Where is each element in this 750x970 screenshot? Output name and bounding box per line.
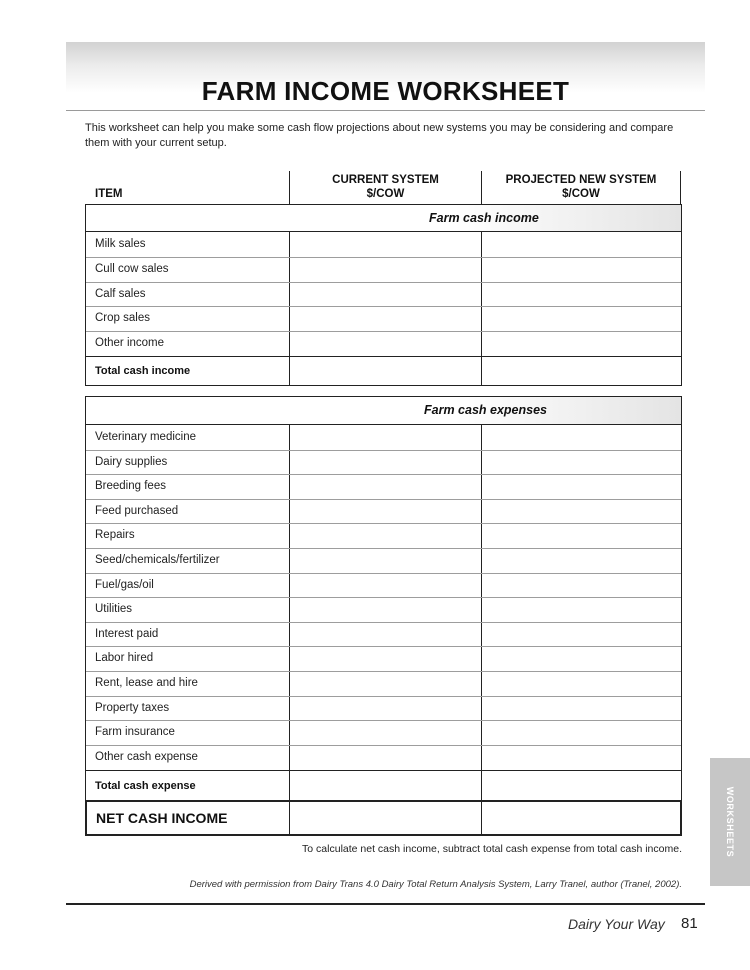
income-section-title: Farm cash income [429,211,539,225]
column-header-projected-unit: $/COW [562,188,600,200]
total-cash-income-label: Total cash income [95,365,191,377]
intro-text: This worksheet can help you make some cash flow projections about new systems you may be considering and compare them with your current setup. [85,122,674,149]
income-total-rule [86,356,681,357]
column-header-current-title: CURRENT SYSTEM [332,174,439,186]
credit-line: Derived with permission from Dairy Trans 4.0 Dairy Total Return Analysis System, Larry Tranel, author (Tranel, 2002). [189,879,682,890]
income-row-label: Cull cow sales [95,262,169,275]
expense-row-current-cell[interactable] [290,573,481,598]
expense-row-current-cell[interactable] [290,745,481,770]
income-row-projected-cell[interactable] [482,331,680,356]
income-row-projected-cell[interactable] [482,232,680,257]
income-row-current-cell[interactable] [290,257,481,282]
income-section-header [86,205,681,232]
expense-row-label: Dairy supplies [95,455,168,468]
expense-row-current-cell[interactable] [290,523,481,548]
expense-row-label: Feed purchased [95,504,179,517]
column-header-projected [482,173,680,201]
column-header-current-unit: $/COW [366,188,405,200]
income-row-projected-cell[interactable] [482,257,680,282]
expense-row-projected-cell[interactable] [482,622,680,647]
expense-row-current-cell[interactable] [290,425,481,450]
expense-row-label: Breeding fees [95,480,166,493]
income-row-current-cell[interactable] [290,232,481,257]
footer-rule [66,903,705,905]
expense-row-label: Labor hired [95,652,154,665]
expense-row-current-cell[interactable] [290,622,481,647]
expense-row-projected-cell[interactable] [482,474,680,499]
expense-row-current-cell[interactable] [290,720,481,745]
expense-row-label: Repairs [95,529,135,542]
expense-row-label: Farm insurance [95,726,175,739]
expense-row-label: Fuel/gas/oil [95,578,154,591]
income-row-label: Calf sales [95,287,146,300]
expense-row-projected-cell[interactable] [482,499,680,524]
expense-row-projected-cell[interactable] [482,450,680,475]
column-header-projected-title: PROJECTED NEW SYSTEM [505,174,657,186]
header-divider-3 [680,171,681,204]
income-row-label: Milk sales [95,238,146,250]
expense-row-current-cell[interactable] [290,474,481,499]
expense-row-projected-cell[interactable] [482,523,680,548]
income-row-label: Other income [95,337,165,350]
footer-publication: Dairy Your Way [568,916,665,932]
expense-row-label: Veterinary medicine [95,431,196,443]
column-header-current [290,173,481,201]
expense-row-label: Seed/chemicals/fertilizer [95,554,220,566]
expense-row-projected-cell[interactable] [482,745,680,770]
expense-row-projected-cell[interactable] [482,548,680,573]
expense-row-label: Utilities [95,603,133,616]
expenses-section-title: Farm cash expenses [424,403,547,417]
footnote: To calculate net cash income, subtract total cash expense from total cash income. [302,843,682,855]
income-row-current-cell[interactable] [290,306,481,331]
column-header-item: ITEM [95,188,123,200]
expense-total-rule [86,770,681,771]
income-row-current-cell[interactable] [290,282,481,307]
expense-row-projected-cell[interactable] [482,597,680,622]
expense-row-current-cell[interactable] [290,597,481,622]
expense-row-current-cell[interactable] [290,499,481,524]
expense-row-projected-cell[interactable] [482,671,680,696]
page-title: FARM INCOME WORKSHEET [201,76,570,106]
income-row-projected-cell[interactable] [482,282,680,307]
expense-row-projected-cell[interactable] [482,646,680,671]
income-row-current-cell[interactable] [290,331,481,356]
expense-row-projected-cell[interactable] [482,696,680,721]
page-number: 81 [681,915,698,932]
expense-row-current-cell[interactable] [290,450,481,475]
expense-row-current-cell[interactable] [290,646,481,671]
expense-row-current-cell[interactable] [290,671,481,696]
expense-row-label: Interest paid [95,627,159,640]
total-cash-expense-label: Total cash expense [95,780,196,792]
expense-row-projected-cell[interactable] [482,425,680,450]
expenses-section-header [86,397,681,425]
side-tab-label: WORKSHEETS [725,786,735,858]
expense-row-projected-cell[interactable] [482,720,680,745]
expense-row-label: Other cash expense [95,750,198,763]
income-row-label: Crop sales [95,312,150,325]
expense-row-current-cell[interactable] [290,548,481,573]
net-cash-income-label: NET CASH INCOME [96,810,228,826]
income-row-projected-cell[interactable] [482,306,680,331]
expense-row-label: Rent, lease and hire [95,677,198,689]
expense-row-projected-cell[interactable] [482,573,680,598]
expense-row-label: Property taxes [95,701,170,714]
expense-row-current-cell[interactable] [290,696,481,721]
